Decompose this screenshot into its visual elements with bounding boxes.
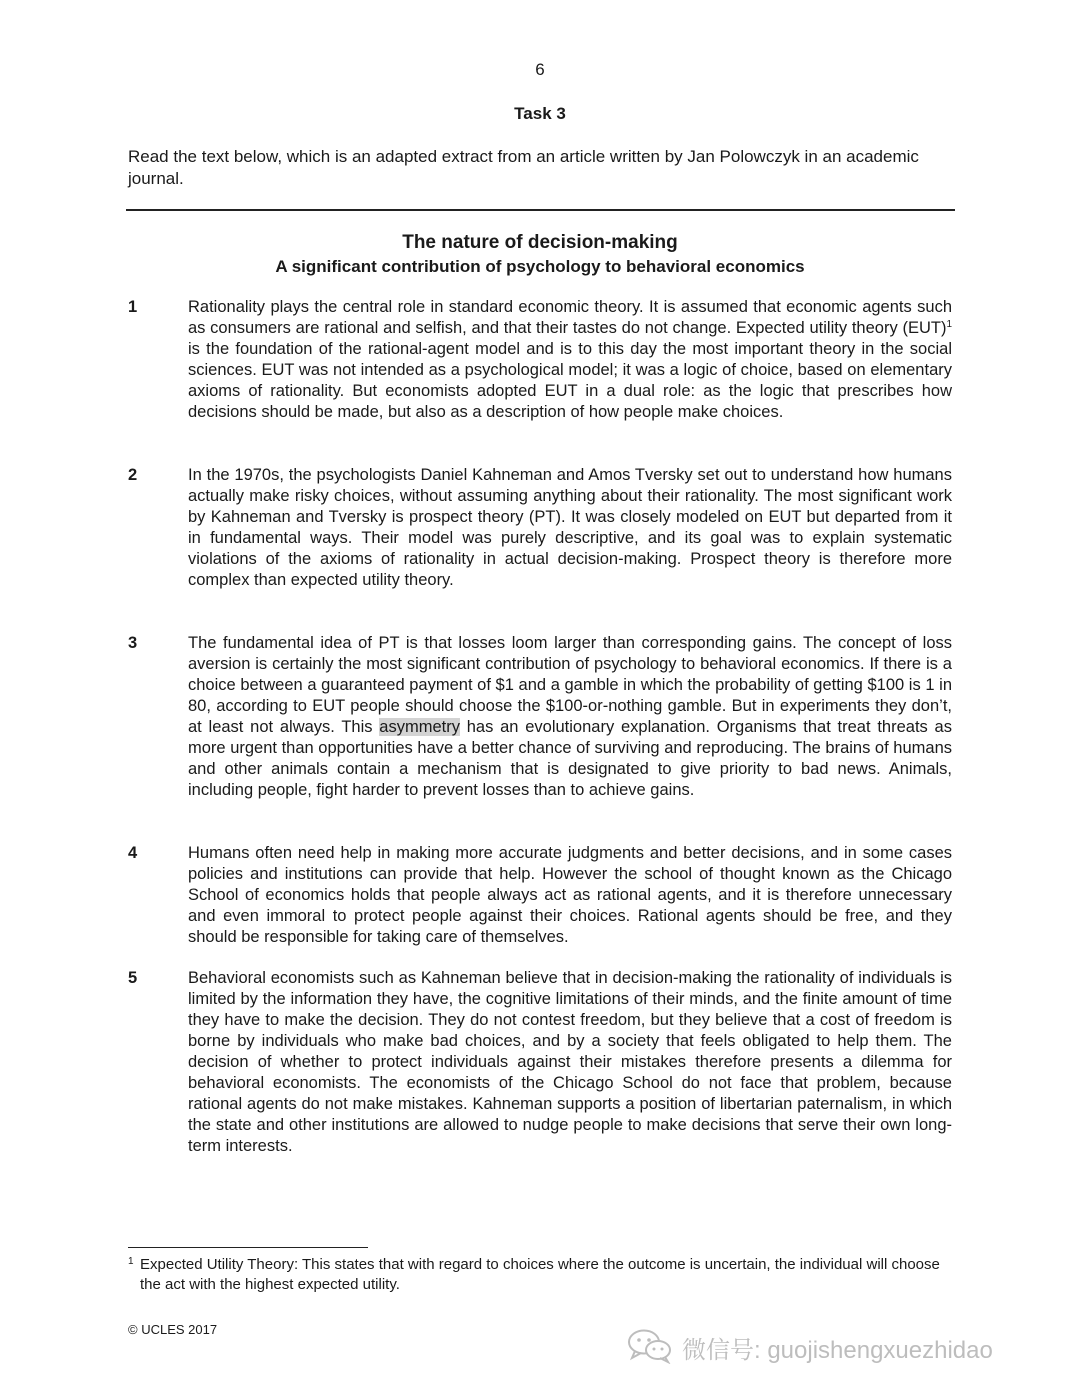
watermark — [626, 1326, 1066, 1366]
footnote-ref: 1 — [946, 319, 952, 330]
paragraph-4 — [128, 843, 952, 948]
task-title: Task 3 — [514, 104, 566, 123]
paragraph-text-part: Rationality plays the central role in standard economic theory. It is assumed that economic agents such as consumers are rational and selfish, and that their tastes do not change. Expected utility theory (EUT) — [188, 298, 952, 337]
paragraph-5 — [128, 968, 952, 1157]
paragraph-text: In the 1970s, the psychologists Daniel Kahneman and Amos Tversky set out to understand how humans actually make risky choices, without assuming anything about their rationality. The most significant work by Kahneman and Tversky is prospect theory (PT). It was closely modeled on EUT but departed from it in fundamental ways. Their model was purely descriptive, and its goal was to explain systematic violations of the axioms of rationality in actual decision-making. Prospect theory is therefore more complex than expected utility theory. — [188, 466, 952, 589]
footnote-text: Expected Utility Theory: This states that with regard to choices where the outcome is uncertain, the individual will choose the act with the highest expected utility. — [140, 1256, 940, 1293]
paragraph-1 — [128, 297, 952, 423]
paragraph-text — [188, 633, 952, 801]
paragraph-text: Behavioral economists such as Kahneman believe that in decision-making the rationality of individuals is limited by the information they have, the cognitive limitations of their minds, and the finite amount of time they have to make the decision. They do not contest freedom, but they believe that a cost of freedom is borne by individuals who make bad choices, and by a society that feels obligated to help them. The decision of whether to protect individuals against their mistakes therefore presents a dilemma for behavioral economists. The economists of the Chicago School do not face that problem, because rational agents do not make mistakes. Kahneman supports a position of libertarian paternalism, in which the state and other institutions are allowed to nudge people to make decisions that serve their own long-term interests. — [188, 969, 952, 1155]
divider — [126, 209, 955, 211]
article-subtitle: A significant contribution of psychology to behavioral economics — [275, 257, 805, 276]
intro-text: Read the text below, which is an adapted extract from an article written by Jan Polowczyk in an academic journal. — [128, 147, 919, 188]
paragraph-number: 1 — [128, 298, 138, 316]
paragraph-number: 5 — [128, 969, 138, 987]
paragraph-number: 3 — [128, 634, 138, 652]
page-number: 6 — [535, 60, 545, 79]
paragraph-number: 2 — [128, 466, 138, 484]
paragraph-text — [188, 297, 952, 423]
footnote-mark: 1 — [128, 1256, 134, 1267]
copyright: © UCLES 2017 — [128, 1322, 218, 1337]
wechat-icon — [626, 1328, 674, 1364]
article-title: The nature of decision-making — [402, 232, 678, 253]
paragraph-text-part: has an evolutionary explanation. Organisms that treat threats as more urgent than opportunities have a better chance of surviving and reproducing. The brains of humans and other animals contain a mechanism that is designated to give priority to bad news. Animals, including people, fight harder to prevent losses than to achieve gains. — [188, 718, 952, 799]
footnote-divider — [128, 1247, 368, 1248]
paragraph-text-part: The fundamental idea of PT is that losses loom larger than corresponding gains. The concept of loss aversion is certainly the most significant contribution of psychology to behavioral economics. If there is a choice between a guaranteed payment of $1 and a gamble in which the probability of getting $100 is 1 in 80, according to EUT people should choose the $100-or-nothing gamble. But in experiments they don’t, at least not always. This — [188, 634, 952, 736]
watermark-text: 微信号: guojishengxuezhidao — [682, 1337, 993, 1364]
paragraph-2 — [128, 465, 952, 591]
highlighted-word: asymmetry — [379, 718, 460, 736]
paragraph-text-part: is the foundation of the rational-agent model and is to this day the most important theory in the social sciences. EUT was not intended as a psychological model; it was a logic of choice, based on elementary axioms of rationality. But economists adopted EUT in a dual role: as the logic that prescribes how decisions should be made, but also as a description of how people make choices. — [188, 340, 952, 421]
footnote — [128, 1255, 948, 1295]
paragraph-3 — [128, 633, 952, 801]
paragraph-number: 4 — [128, 844, 138, 862]
paragraph-text: Humans often need help in making more accurate judgments and better decisions, and in some cases policies and institutions can provide that help. However the school of thought known as the Chicago School of economics holds that people always act as rational agents, and it is therefore unnecessary and even immoral to protect people against their choices. Rational agents should be free, and they should be responsible for taking care of themselves. — [188, 844, 952, 946]
